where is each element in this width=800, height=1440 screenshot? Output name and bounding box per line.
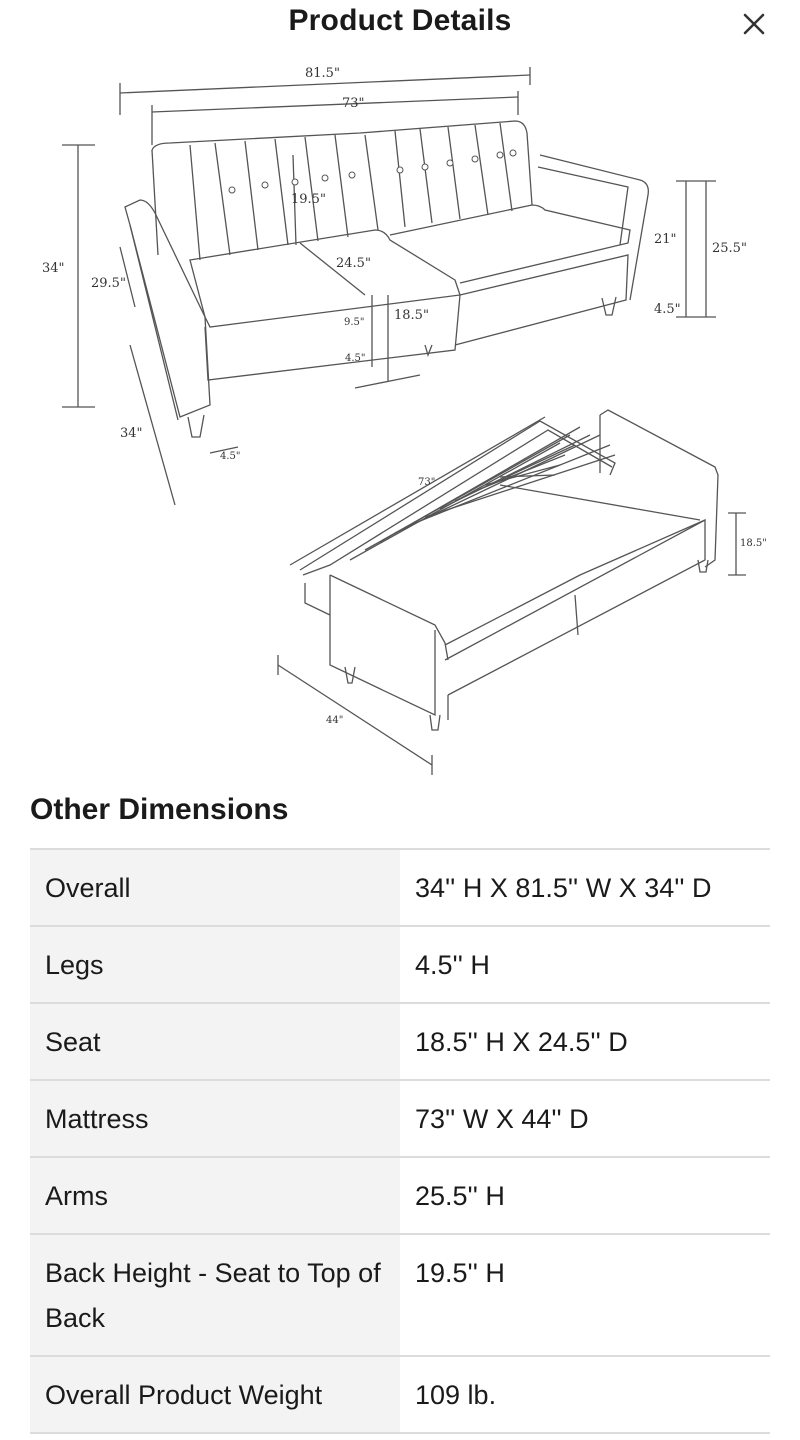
close-button[interactable] [736,6,772,42]
dimension-label: Back Height - Seat to Top of Back [30,1234,400,1356]
dim-mattress-depth-label: 44" [326,715,344,726]
dimension-value: 109 lb. [400,1356,770,1433]
dim-top-width-label: 81.5" [305,66,340,81]
dimension-label: Arms [30,1157,400,1234]
dim-mattress-height-label: 18.5" [740,538,767,549]
table-row [30,1003,770,1080]
dimension-value: 18.5'' H X 24.5'' D [400,1003,770,1080]
dim-inner-width-label: 73" [342,96,365,111]
dim-back-height-label: 19.5" [291,192,326,207]
page-title: Product Details [288,4,512,37]
dimension-value: 34'' H X 81.5'' W X 34'' D [400,849,770,926]
dim-mattress-width-label: 73" [418,477,436,488]
table-row [30,926,770,1003]
dim-leg-height-bottom-label: 4.5" [220,451,241,462]
dim-depth-label: 34" [120,426,143,441]
dimension-label: Seat [30,1003,400,1080]
dim-arm-total-height-label: 25.5" [712,241,747,256]
dimension-label: Overall [30,849,400,926]
dim-seat-depth-label: 24.5" [336,256,371,271]
sofa-drawing [0,55,800,785]
dim-seat-height-label: 18.5" [394,308,429,323]
dim-leg-height-front-label: 4.5" [345,353,366,364]
sofa-dimension-diagram [0,55,800,785]
dimension-value: 73'' W X 44'' D [400,1080,770,1157]
dimension-label: Mattress [30,1080,400,1157]
other-dimensions-title: Other Dimensions [30,793,289,826]
dimension-label: Overall Product Weight [30,1356,400,1433]
dim-overall-height-label: 34" [42,261,65,276]
close-icon [743,13,765,35]
dim-arm-height-label: 21" [654,232,677,247]
table-row [30,1157,770,1234]
dimensions-table [30,848,770,1434]
table-row [30,1356,770,1433]
header [0,0,800,48]
dim-cushion-height-label: 9.5" [344,317,365,328]
dim-arm-side-height-label: 29.5" [91,276,126,291]
dimension-value: 4.5'' H [400,926,770,1003]
table-row [30,849,770,926]
dimension-value: 25.5'' H [400,1157,770,1234]
dimension-label: Legs [30,926,400,1003]
dimension-value: 19.5'' H [400,1234,770,1356]
table-row [30,1080,770,1157]
table-row [30,1234,770,1356]
dim-leg-height-right-label: 4.5" [654,302,681,317]
